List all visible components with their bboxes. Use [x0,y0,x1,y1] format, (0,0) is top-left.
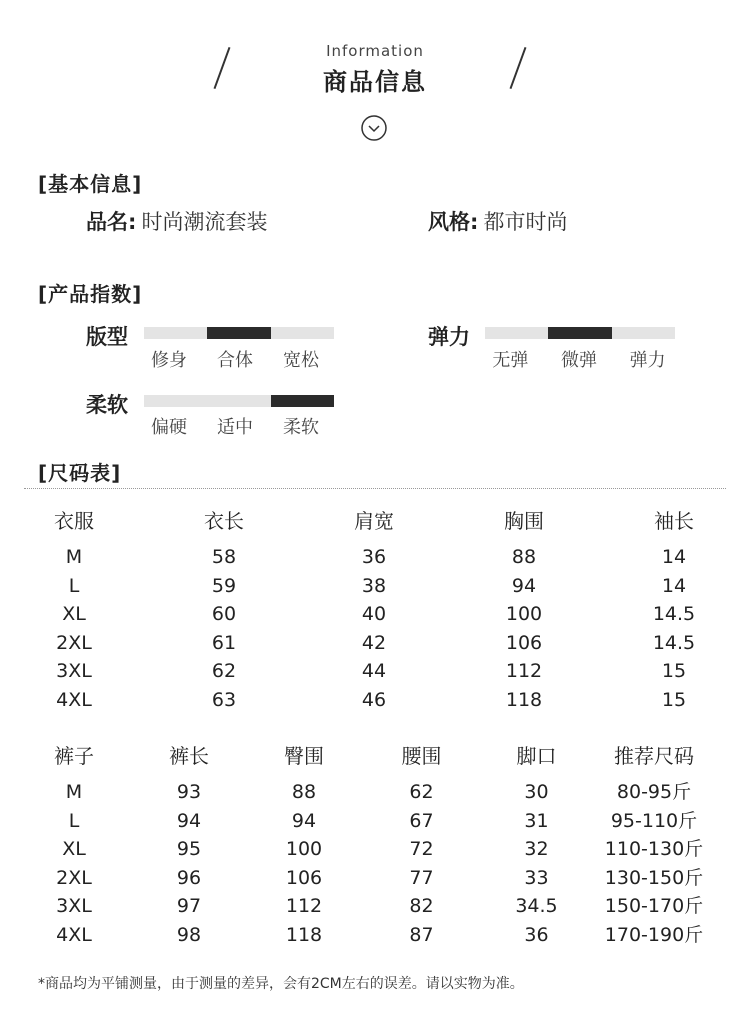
style-row [428,206,568,236]
top-cell: 44 [361,660,387,683]
top-cell: 14 [661,574,687,597]
fit-bar [144,327,334,339]
pants-cell: 170-190斤 [604,923,704,946]
top-cell: 38 [361,574,387,597]
fit-seg-0 [144,327,207,339]
top-cell: 46 [361,688,387,711]
elastic-option: 无弹 [492,350,529,371]
top-cell: 36 [361,546,387,568]
pants-cell: 87 [409,923,434,946]
top-header-cell: 衣长 [204,509,244,533]
fit-option: 合体 [217,350,253,371]
pants-cell: 67 [409,809,434,832]
top-table-row [24,629,724,658]
section-title-basic-info: [基本信息] [38,172,143,196]
top-header-cell: 肩宽 [354,509,394,533]
top-cell: 100 [505,603,543,626]
pants-cell: 110-130斤 [604,838,704,861]
elastic-option: 微弹 [561,350,597,371]
top-cell: L [68,574,80,597]
top-cell: 42 [361,631,387,654]
style-value: 都市时尚 [483,210,568,234]
elastic-label: 弹力 [428,325,470,349]
pants-header-cell: 脚口 [516,744,557,768]
softness-option: 适中 [217,417,253,438]
product-name-value: 时尚潮流套装 [141,210,268,234]
pants-table-header [24,740,724,769]
pants-cell: M [65,781,83,803]
footnote: *商品均为平铺测量，由于测量的差异，会有2CM左右的误差。请以实物为准。 [38,976,524,992]
elastic-seg-0 [485,327,548,339]
pants-cell: 77 [409,866,434,889]
pants-cell: 95 [176,838,202,861]
pants-table-row [24,835,724,864]
pants-cell: 97 [176,895,202,918]
top-cell: 94 [511,574,537,597]
top-table-row [24,572,724,601]
top-table-row [24,686,724,715]
top-cell: 112 [505,660,543,683]
pants-cell: 32 [524,838,549,861]
pants-table-row [24,778,724,807]
top-cell: 62 [211,660,237,683]
top-cell: 63 [211,688,237,711]
pants-cell: 80-95斤 [616,781,692,803]
pants-table-body [24,778,724,950]
pants-cell: 2XL [56,866,92,889]
pants-cell: 94 [176,809,202,832]
pants-table-row [24,864,724,893]
pants-cell: 30 [524,781,549,803]
top-cell: 88 [511,546,537,568]
top-cell: 58 [211,546,237,568]
pants-cell: 95-110斤 [610,809,698,832]
pants-table-row [24,807,724,836]
softness-seg-2 [271,395,334,407]
pants-table-row [24,892,724,921]
top-cell: 15 [661,688,687,711]
chevron-down-circle-icon [361,115,387,141]
section-title-product-index: [产品指数] [38,282,143,306]
header-english-title: Information [326,42,424,60]
top-cell: 106 [505,631,543,654]
top-cell: 14 [661,546,687,568]
pants-cell: 130-150斤 [604,866,704,889]
elastic-seg-2 [612,327,675,339]
top-cell: 14.5 [652,631,696,654]
elastic-option: 弹力 [629,350,666,371]
top-table-body [24,543,724,715]
top-table-row [24,657,724,686]
top-table-header [24,505,724,534]
top-table-row [24,543,724,572]
top-cell: 2XL [56,631,92,654]
pants-cell: 34.5 [515,895,558,918]
softness-label: 柔软 [86,393,128,417]
pants-cell: 118 [285,923,323,946]
pants-cell: XL [62,838,86,861]
section-title-size-chart: [尺码表] [38,461,122,485]
top-cell: 15 [661,660,687,683]
fit-seg-1 [207,327,270,339]
pants-cell: 4XL [56,923,92,946]
pants-cell: 112 [285,895,323,918]
top-header-cell: 胸围 [504,509,544,533]
top-cell: 14.5 [652,603,696,626]
pants-cell: 88 [291,781,317,803]
fit-seg-2 [271,327,334,339]
elastic-options [476,346,682,372]
top-cell: 61 [211,631,237,654]
softness-option: 偏硬 [151,417,187,438]
top-cell: 3XL [56,660,92,683]
pants-cell: 150-170斤 [604,895,704,918]
top-cell: M [65,546,83,568]
pants-cell: L [68,809,80,832]
fit-options [136,346,334,372]
pants-cell: 106 [285,866,323,889]
softness-options [136,413,334,439]
pants-cell: 36 [524,923,549,946]
style-label: 风格: [428,210,479,234]
top-cell: 40 [361,603,387,626]
pants-cell: 94 [291,809,317,832]
product-name-label: 品名: [86,210,137,234]
top-cell: 4XL [56,688,92,711]
top-cell: 118 [505,688,543,711]
softness-option: 柔软 [283,417,319,438]
softness-bar [144,395,334,407]
top-cell: 59 [211,574,237,597]
pants-cell: 62 [409,781,434,803]
header-chinese-title: 商品信息 [323,68,427,96]
product-name-row [86,206,268,236]
top-cell: 60 [211,603,237,626]
pants-cell: 96 [176,866,202,889]
softness-seg-1 [207,395,270,407]
top-cell: XL [62,603,86,626]
pants-cell: 3XL [56,895,92,918]
softness-seg-0 [144,395,207,407]
pants-header-cell: 臀围 [284,744,324,768]
top-header-cell: 袖长 [654,509,694,533]
pants-cell: 100 [285,838,323,861]
pants-cell: 82 [409,895,434,918]
pants-cell: 31 [524,809,549,832]
pants-header-cell: 推荐尺码 [614,744,694,768]
pants-cell: 98 [176,923,202,946]
top-header-cell: 衣服 [54,509,94,533]
pants-table-row [24,921,724,950]
pants-header-cell: 腰围 [401,744,442,768]
elastic-bar [485,327,675,339]
top-table-row [24,600,724,629]
fit-label: 版型 [86,325,128,349]
pants-cell: 93 [176,781,202,803]
pants-cell: 72 [409,838,434,861]
pants-cell: 33 [524,866,549,889]
pants-header-cell: 裤子 [54,744,94,768]
fit-option: 宽松 [283,350,319,371]
fit-option: 修身 [151,350,187,371]
pants-header-cell: 裤长 [169,744,209,768]
dotted-divider [24,488,726,489]
elastic-seg-1 [548,327,611,339]
